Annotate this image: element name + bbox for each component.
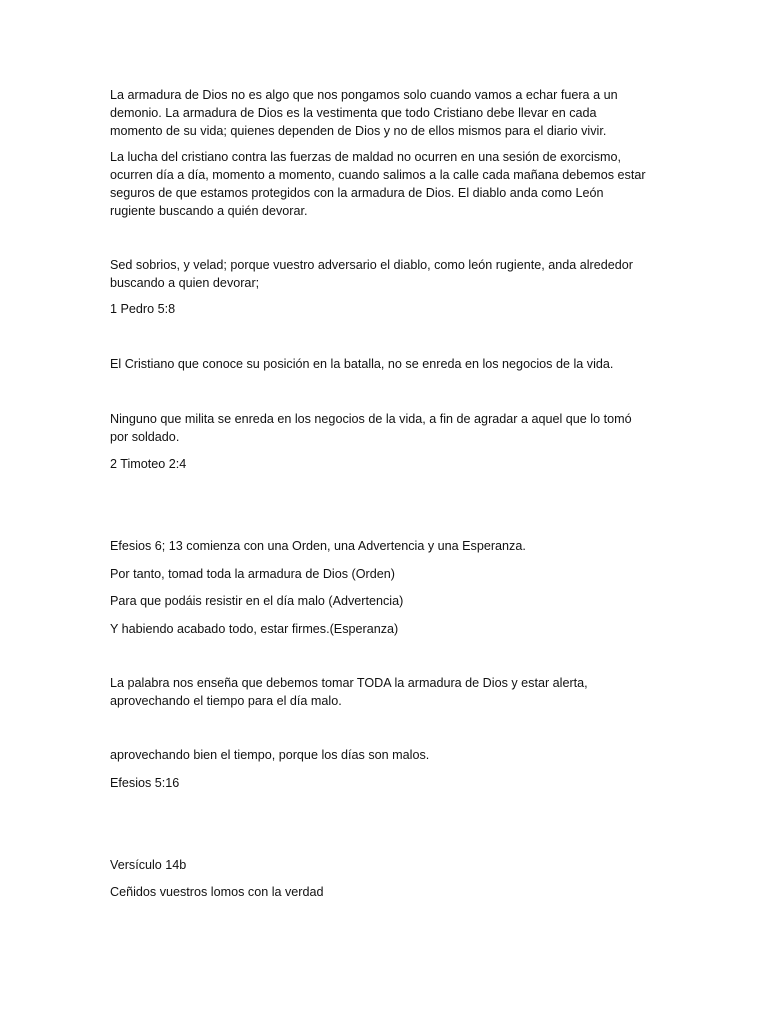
text-line: El Cristiano que conoce su posición en la batalla, no se enreda en los negocios de la vida. [110, 357, 614, 371]
text-line: 2 Timoteo 2:4 [110, 457, 187, 471]
text-line: buscando a quien devorar; [110, 276, 260, 290]
paragraph-palabra-ensena [110, 674, 640, 710]
text-line: aprovechando el tiempo para el día malo. [110, 694, 342, 708]
paragraph-esperanza [110, 620, 640, 638]
text-line: Efesios 6; 13 comienza con una Orden, una Advertencia y una Esperanza. [110, 539, 526, 553]
text-line: Sed sobrios, y velad; porque vuestro adversario el diablo, como león rugiente, anda alrededor [110, 258, 633, 272]
text-line: Efesios 5:16 [110, 776, 180, 790]
text-line: momento de su vida; quienes dependen de Dios y no de ellos mismos para el diario vivir. [110, 124, 607, 138]
text-line: aprovechando bien el tiempo, porque los días son malos. [110, 748, 430, 762]
text-line: 1 Pedro 5:8 [110, 302, 176, 316]
paragraph-cristiano-posicion [110, 355, 640, 373]
text-line: seguros de que estamos protegidos con la armadura de Dios. El diablo anda como León [110, 186, 604, 200]
paragraph-quote-sed-sobrios [110, 256, 640, 292]
paragraph-quote-aprovechando [110, 746, 640, 764]
paragraph-advertencia [110, 592, 640, 610]
text-line: La lucha del cristiano contra las fuerzas de maldad no ocurren en una sesión de exorcismo, [110, 150, 622, 164]
text-line: Ninguno que milita se enreda en los negocios de la vida, a fin de agradar a aquel que lo tomó [110, 412, 632, 426]
text-line: Ceñidos vuestros lomos con la verdad [110, 885, 324, 899]
paragraph-quote-ninguno [110, 410, 640, 446]
text-line: Versículo 14b [110, 858, 187, 872]
paragraph-armadura-intro [110, 86, 640, 140]
paragraph-cenidos [110, 883, 640, 901]
text-line: La palabra nos enseña que debemos tomar TODA la armadura de Dios y estar alerta, [110, 676, 588, 690]
reference-2-timoteo [110, 455, 640, 473]
text-line: Y habiendo acabado todo, estar firmes.(Esperanza) [110, 622, 399, 636]
text-line: Por tanto, tomad toda la armadura de Dios (Orden) [110, 567, 395, 581]
text-line: ocurren día a día, momento a momento, cuando salimos a la calle cada mañana debemos estar [110, 168, 646, 182]
text-line: Para que podáis resistir en el día malo (Advertencia) [110, 594, 404, 608]
text-line: La armadura de Dios no es algo que nos pongamos solo cuando vamos a echar fuera a un [110, 88, 618, 102]
text-line: rugiente buscando a quién devorar. [110, 204, 308, 218]
paragraph-efesios-6 [110, 537, 640, 555]
text-line: por soldado. [110, 430, 180, 444]
reference-efesios-5 [110, 774, 640, 792]
text-line: demonio. La armadura de Dios es la vestimenta que todo Cristiano debe llevar en cada [110, 106, 597, 120]
reference-1-pedro [110, 300, 640, 318]
paragraph-lucha [110, 148, 646, 220]
paragraph-orden [110, 565, 640, 583]
heading-versiculo-14b [110, 856, 640, 874]
